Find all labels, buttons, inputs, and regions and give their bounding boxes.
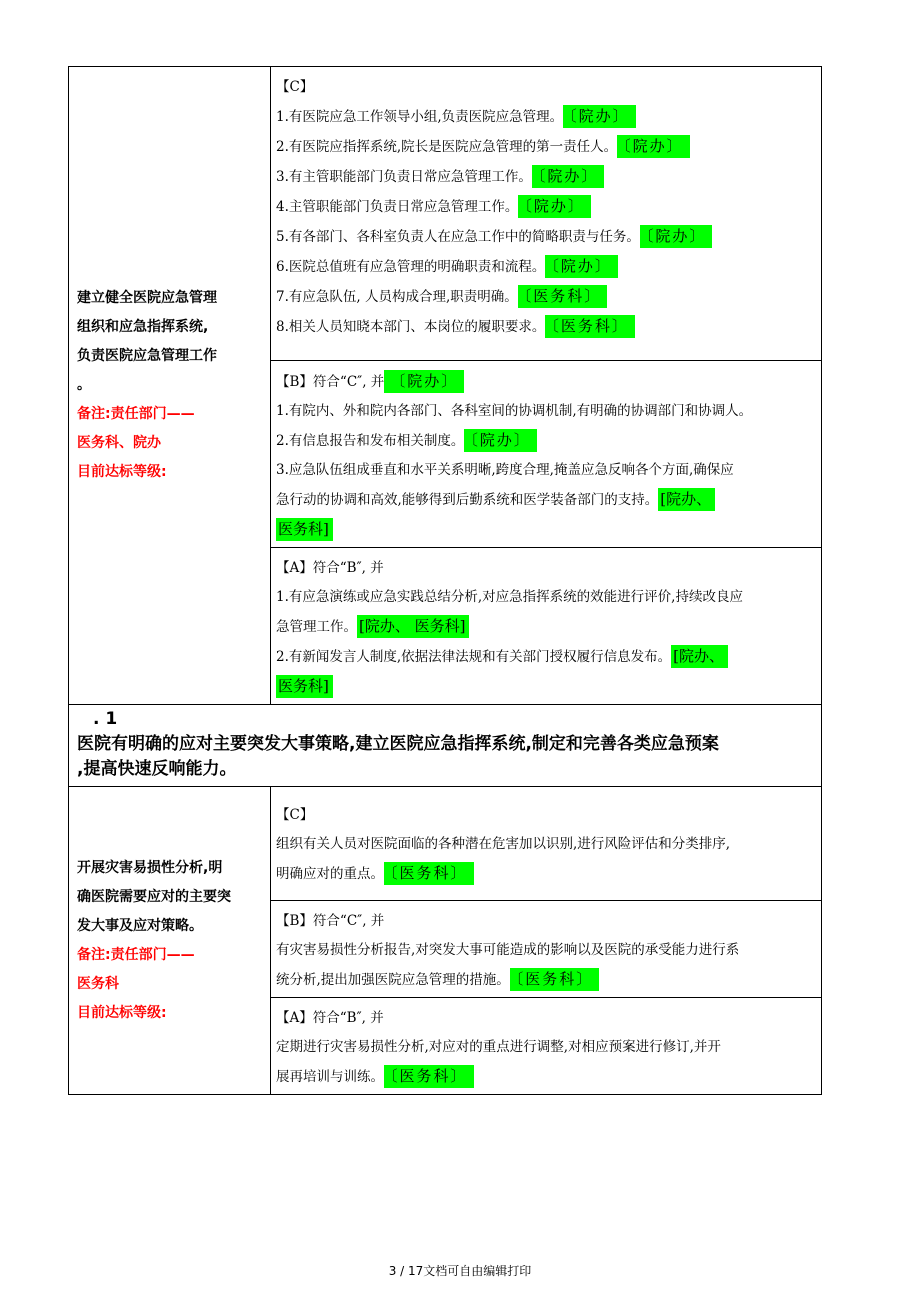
grade-b-heading: 【B】符合“C″, 并 xyxy=(276,913,385,929)
dept-tag: 〔医务科〕 xyxy=(545,315,635,338)
list-item: 6.医院总值班有应急管理的明确职责和流程。 〔院办〕 xyxy=(276,252,815,282)
list-item: 急管理工作。 [院办、 医务科] xyxy=(276,612,815,642)
dept-tag: 〔院办〕 xyxy=(545,255,618,278)
section1-left-cell xyxy=(69,67,271,705)
dept-tag: 〔院办〕 xyxy=(563,105,636,128)
section2-remark: 备注:责任部门—— 医务科 目前达标等级: xyxy=(77,946,195,1021)
dept-tag: 〔医务科〕 xyxy=(518,285,608,308)
list-item: 3.应急队伍组成垂直和水平关系明晰,跨度合理,掩盖应急反响各个方面,确保应 xyxy=(276,462,734,478)
section2-grade-b: 【B】符合“C″, 并 有灾害易损性分析报告,对突发大事可能造成的影响以及医院的承受能力进行系 统分析,提出加强医院应急管理的措施。 〔医务科〕 xyxy=(271,901,821,997)
grade-c-heading: 【C】 xyxy=(276,807,314,823)
section2-grade-a: 【A】符合“B″, 并 定期进行灾害易损性分析,对应对的重点进行调整,对相应预案进行修订,并开 展再培训与训练。 〔医务科〕 xyxy=(271,998,821,1094)
dept-tag: 医务科] xyxy=(276,518,333,541)
dept-tag: 〔院办〕 xyxy=(617,135,690,158)
list-item: 8.相关人员知晓本部门、本岗位的履职要求。 〔医务科〕 xyxy=(276,312,815,342)
section1-title: 建立健全医院应急管理 组织和应急指挥系统, 负责医院应急管理工作 。 xyxy=(77,290,217,393)
standards-table xyxy=(68,66,822,1095)
grade-c-heading: 【C】 xyxy=(276,79,314,95)
list-item: 1.有医院应急工作领导小组,负责医院应急管理。 〔院办〕 xyxy=(276,102,815,132)
grade-a-heading: 【A】符合“B″, 并 xyxy=(276,1010,384,1026)
section2-title: 开展灾害易损性分析,明 确医院需要应对的主要突 发大事及应对策略。 xyxy=(77,859,231,934)
dept-tag: 〔医务科〕 xyxy=(384,1065,474,1088)
list-item: 5.有各部门、各科室负责人在应急工作中的简略职责与任务。 〔院办〕 xyxy=(276,222,815,252)
list-item: 1.有应急演练或应急实践总结分析,对应急指挥系统的效能进行评价,持续改良应 xyxy=(276,589,743,605)
dept-tag: [院办、 xyxy=(671,645,728,668)
dept-tag: 〔院办〕 xyxy=(640,225,713,248)
list-item: 7.有应急队伍, 人员构成合理,职责明确。 〔医务科〕 xyxy=(276,282,815,312)
dept-tag: [院办、 xyxy=(658,488,715,511)
dept-tag: 〔院办〕 xyxy=(532,165,605,188)
dept-tag: 〔院办〕 xyxy=(518,195,591,218)
section1-grade-c-cell xyxy=(271,67,822,361)
dept-tag: 〔医务科〕 xyxy=(510,968,600,991)
list-item: 2.有信息报告和发布相关制度。 〔院办〕 xyxy=(276,426,815,456)
dept-tag: 医务科] xyxy=(276,675,333,698)
section1-grade-a xyxy=(271,548,821,704)
section-title-line2: ,提高快速反响能力。 xyxy=(77,759,237,779)
section-header xyxy=(69,705,821,786)
section1-grade-c xyxy=(271,67,821,344)
section2-grade-c: 【C】 组织有关人员对医院面临的各种潜在危害加以识别,进行风险评估和分类排序, 明确应对的重点。 〔医务科〕 xyxy=(271,787,821,891)
list-item: 1.有院内、外和院内各部门、各科室间的协调机制,有明确的协调部门和协调人。 xyxy=(276,403,753,419)
section2-grade-b-cell xyxy=(271,901,822,998)
grade-a-heading: 【A】符合“B″, 并 xyxy=(276,560,384,576)
section-header-cell xyxy=(69,705,822,787)
section2-grade-c-cell xyxy=(271,787,822,901)
dept-tag: 〔医务科〕 xyxy=(384,862,474,885)
list-item: 4.主管职能部门负责日常应急管理工作。 〔院办〕 xyxy=(276,192,815,222)
section1-grade-b xyxy=(271,361,821,547)
section1-remark: 备注:责任部门—— 医务科、院办 目前达标等级: xyxy=(77,406,195,480)
section-title-line1: 医院有明确的应对主要突发大事策略,建立医院应急指挥系统,制定和完善各类应急预案 xyxy=(77,734,719,754)
section-number: . 1 xyxy=(93,709,118,729)
section1-grade-b-cell xyxy=(271,361,822,548)
dept-tag: [院办、 医务科] xyxy=(357,615,469,638)
section1-grade-a-cell xyxy=(271,548,822,705)
grade-b-heading: 【B】符合“C″, 并 〔院办〕 xyxy=(276,367,815,397)
dept-tag: 〔院办〕 xyxy=(384,370,464,393)
list-item: 急行动的协调和高效,能够得到后勤系统和医学装备部门的支持。 [院办、 xyxy=(276,485,815,515)
dept-tag: 〔院办〕 xyxy=(464,429,537,452)
section2-left-cell xyxy=(69,787,271,1095)
list-item: 2.有医院应指挥系统,院长是医院应急管理的第一责任人。 〔院办〕 xyxy=(276,132,815,162)
page-footer: 3 / 17文档可自由编辑打印 xyxy=(388,1264,532,1278)
list-item: 2.有新闻发言人制度,依据法律法规和有关部门授权履行信息发布。 [院办、 xyxy=(276,642,815,672)
list-item: 3.有主管职能部门负责日常应急管理工作。 〔院办〕 xyxy=(276,162,815,192)
section2-grade-a-cell xyxy=(271,998,822,1095)
